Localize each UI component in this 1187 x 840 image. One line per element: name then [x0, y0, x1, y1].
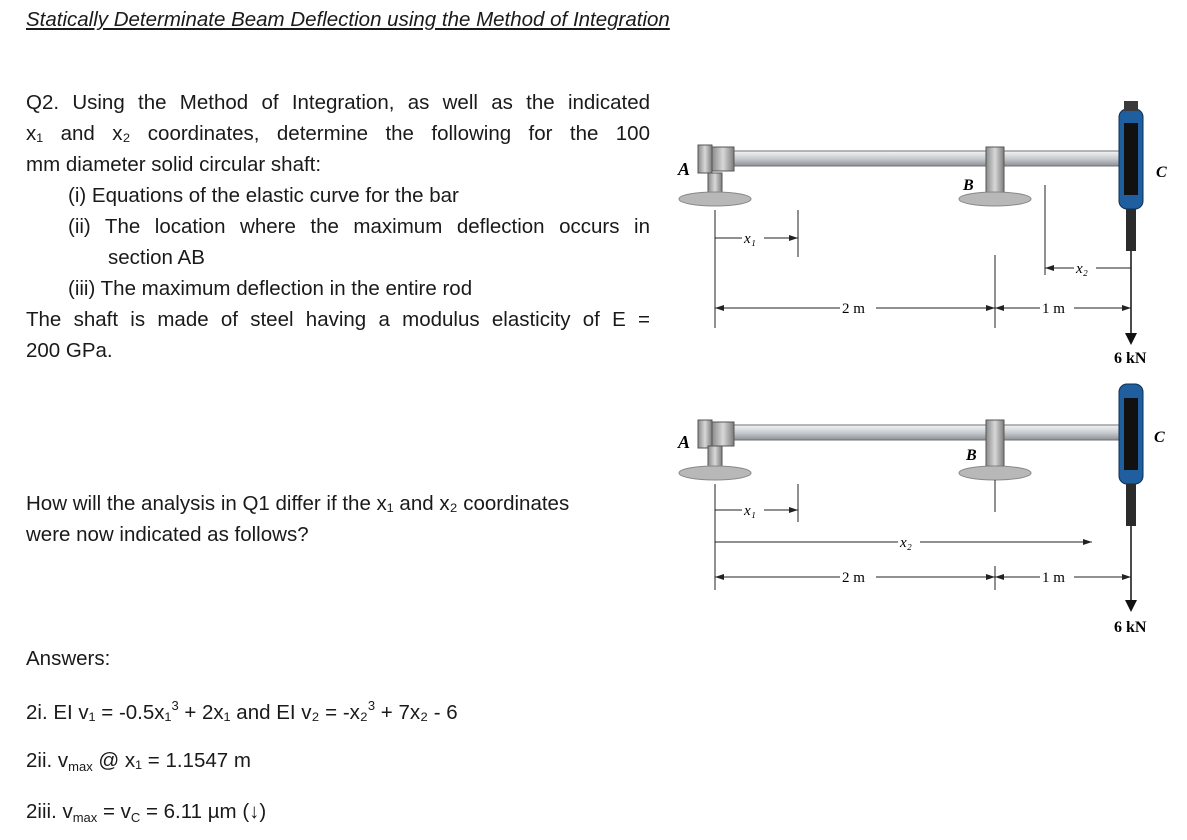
q2-line-3: mm diameter solid circular shaft:	[26, 153, 322, 176]
answer-2ii	[26, 749, 251, 774]
pulley-c	[1119, 384, 1143, 526]
answer-2i-exp2: 3	[367, 698, 376, 713]
dim-2m: 2 m	[842, 570, 865, 586]
answer-2iii-part2: = v	[97, 800, 131, 823]
q3-line-2: were now indicated as follows?	[26, 523, 309, 546]
answer-2iii-sub2: C	[130, 810, 141, 825]
shaft	[712, 425, 1120, 440]
answer-2ii-part1: 2ii. v	[26, 749, 69, 772]
q2-item-i: (i) Equations of the elastic curve for the bar	[68, 184, 459, 207]
answer-2ii-sub: max	[68, 759, 93, 774]
q2-item-ii: (ii) The location where the maximum deflection occurs in	[68, 215, 650, 238]
answer-2i-part2: + 2x₁ and EI v₂ = -x₂	[178, 701, 368, 724]
answer-2i	[26, 698, 458, 725]
label-b: B	[963, 177, 974, 194]
label-c: C	[1156, 164, 1167, 181]
dim-1m: 1 m	[1042, 301, 1065, 317]
label-b: B	[966, 447, 977, 464]
q2-line-4: The shaft is made of steel having a modulus elasticity of E =	[26, 308, 650, 331]
answer-2iii-sub: max	[72, 810, 98, 825]
load-label: 6 kN	[1114, 619, 1147, 636]
label-a: A	[678, 159, 691, 179]
page-title: Statically Determinate Beam Deflection using the Method of Integration	[26, 8, 670, 31]
answers-heading: Answers:	[26, 647, 111, 670]
coord-x2: x₂	[1076, 261, 1088, 277]
shaft	[712, 151, 1120, 166]
beam-figure-2	[672, 380, 1172, 640]
load-arrow	[1125, 333, 1137, 345]
dim-2m: 2 m	[842, 301, 865, 317]
answer-2iii-part3: = 6.11 µm (↓)	[140, 800, 267, 823]
q2-line-5: 200 GPa.	[26, 339, 113, 362]
label-c: C	[1154, 429, 1165, 446]
answer-2i-part3: + 7x₂ - 6	[375, 701, 458, 724]
q2-item-ii-cont: section AB	[108, 246, 205, 269]
q2-line-1: Q2. Using the Method of Integration, as well as the indicated	[26, 91, 650, 114]
pulley-c	[1119, 101, 1143, 251]
load-label: 6 kN	[1114, 350, 1147, 367]
q2-item-iii: (iii) The maximum deflection in the entire rod	[68, 277, 473, 300]
beam-figure-1	[672, 95, 1172, 375]
coord-x1: x₁	[744, 503, 756, 519]
answer-2iii	[26, 800, 266, 825]
answer-2i-part1: 2i. EI v₁ = -0.5x₁	[26, 701, 172, 724]
q3-line-1: How will the analysis in Q1 differ if the x₁ and x₂ coordinates	[26, 492, 570, 515]
answer-2iii-part1: 2iii. v	[26, 800, 73, 823]
q2-line-2: x₁ and x₂ coordinates, determine the following for the 100	[26, 122, 650, 145]
label-a: A	[678, 432, 691, 452]
coord-x2: x₂	[900, 535, 912, 551]
coord-x1: x₁	[744, 231, 756, 247]
answer-2ii-part2: @ x₁ = 1.1547 m	[92, 749, 251, 772]
load-arrow	[1125, 600, 1137, 612]
answer-2i-exp1: 3	[171, 698, 179, 713]
dim-1m: 1 m	[1042, 570, 1065, 586]
